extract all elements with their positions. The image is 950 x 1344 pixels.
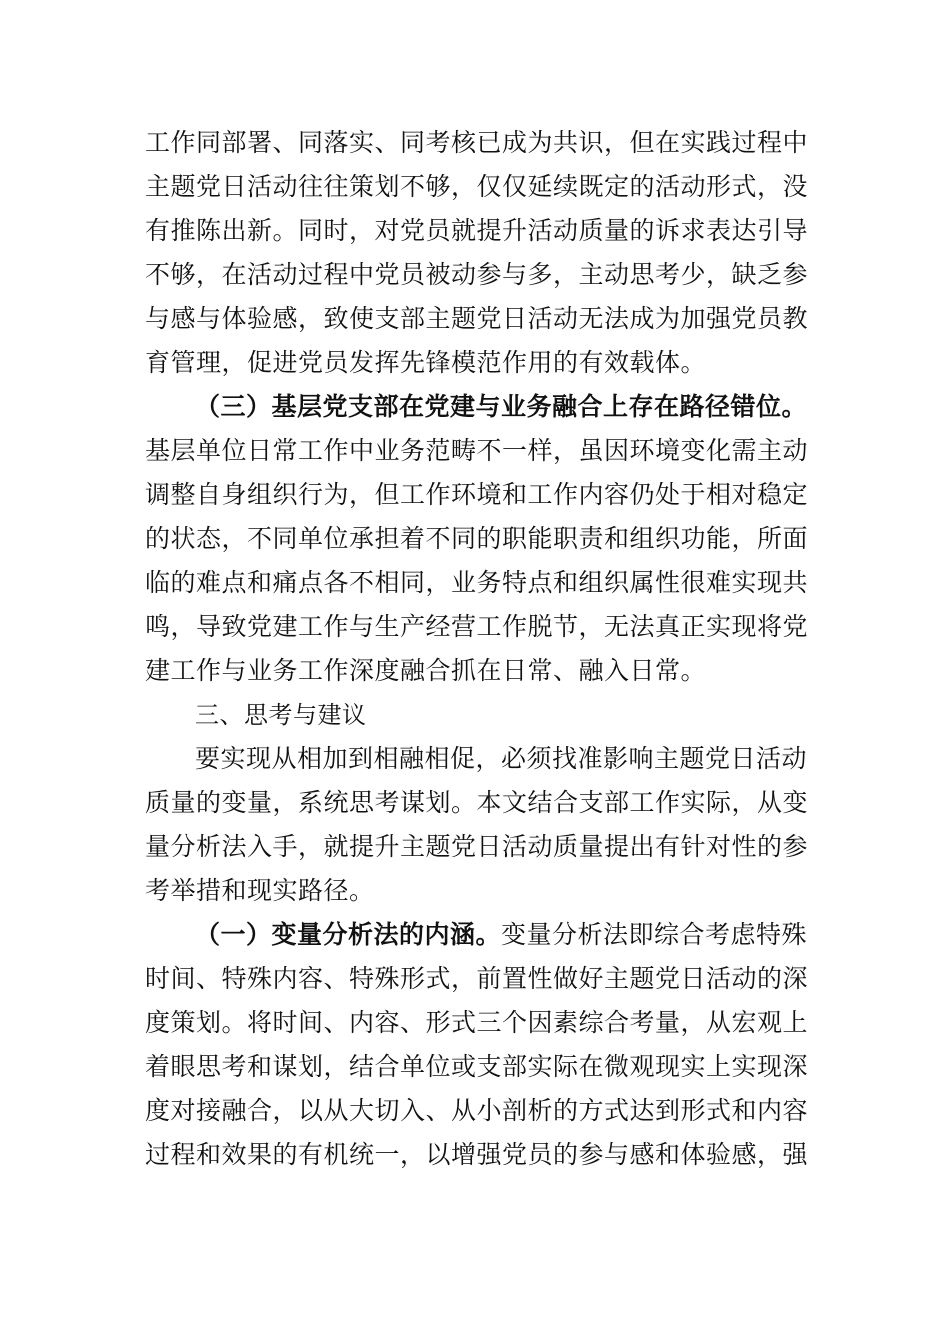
text-line: 基层单位日常工作中业务范畴不一样，虽因环境变化需主动 <box>145 436 809 465</box>
text-line: 度对接融合，以从大切入、从小剖析的方式达到形式和内容 <box>145 1096 809 1125</box>
text-line: 主题党日活动往往策划不够，仅仅延续既定的活动形式，没 <box>145 172 809 201</box>
text-line: 质量的变量，系统思考谋划。本文结合支部工作实际，从变 <box>145 788 809 817</box>
text-line: 要实现从相加到相融相促，必须找准影响主题党日活动 <box>195 744 808 773</box>
text-line: 时间、特殊内容、特殊形式，前置性做好主题党日活动的深 <box>145 964 809 993</box>
text-line: 有推陈出新。同时，对党员就提升活动质量的诉求表达引导 <box>145 216 809 245</box>
text-line: 过程和效果的有机统一，以增强党员的参与感和体验感，强 <box>145 1140 809 1169</box>
chapter-heading: 三、思考与建议 <box>195 701 367 729</box>
text-line: 育管理，促进党员发挥先锋模范作用的有效载体。 <box>145 348 707 377</box>
text-line: 临的难点和痛点各不相同，业务特点和组织属性很难实现共 <box>145 568 809 597</box>
text-line: 量分析法入手，就提升主题党日活动质量提出有针对性的参 <box>145 832 809 861</box>
subheading: （一）变量分析法的内涵。 <box>195 920 502 949</box>
text-line: 调整自身组织行为，但工作环境和工作内容仍处于相对稳定 <box>145 480 809 509</box>
text-line: 鸣，导致党建工作与生产经营工作脱节，无法真正实现将党 <box>145 612 809 641</box>
text-line: 建工作与业务工作深度融合抓在日常、融入日常。 <box>145 656 707 685</box>
text-line: 考举措和现实路径。 <box>145 876 375 905</box>
text-line: 不够，在活动过程中党员被动参与多，主动思考少，缺乏参 <box>145 260 809 289</box>
paragraph-with-subheading <box>145 913 807 957</box>
text-line: 工作同部署、同落实、同考核已成为共识，但在实践过程中 <box>145 128 809 157</box>
section-heading: （三）基层党支部在党建与业务融合上存在路径错位。 <box>195 392 808 421</box>
text-span: 变量分析法即综合考虑特殊 <box>501 920 808 949</box>
text-line: 的状态，不同单位承担着不同的职能职责和组织功能，所面 <box>145 524 809 553</box>
text-line: 度策划。将时间、内容、形式三个因素综合考量，从宏观上 <box>145 1008 809 1037</box>
text-line: 与感与体验感，致使支部主题党日活动无法成为加强党员教 <box>145 304 809 333</box>
text-line: 着眼思考和谋划，结合单位或支部实际在微观现实上实现深 <box>145 1052 809 1081</box>
document-body <box>145 121 807 1177</box>
